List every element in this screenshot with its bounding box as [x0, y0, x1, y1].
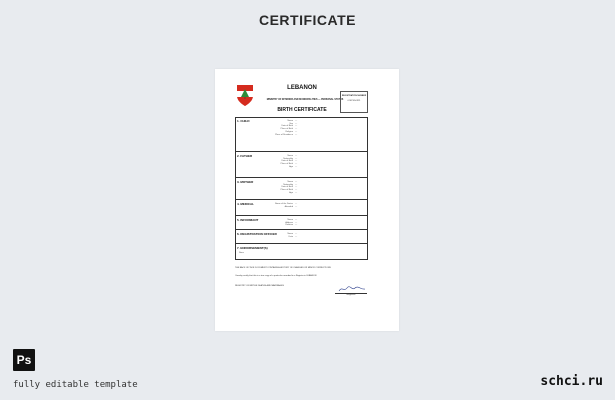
section-row: [273, 236, 297, 239]
certificate-section: [235, 199, 368, 215]
field-value: —: [295, 203, 298, 205]
footer-note: THE BACK OF THIS DOCUMENT CONTAINS A HISTORY OF CHANGES OR MINOR CORRECTIONS: [235, 267, 331, 269]
country-name: LEBANON: [287, 85, 317, 91]
registration-box: [340, 91, 368, 113]
field-value: —: [295, 128, 298, 131]
section-row: [273, 134, 297, 137]
field-value: —: [295, 157, 298, 160]
section-heading: 2. FATHER: [237, 154, 253, 158]
field-value: —: [295, 221, 298, 224]
field-value: —: [295, 122, 298, 125]
field-value: —: [295, 181, 298, 183]
field-value: None: [239, 252, 244, 254]
field-value: —: [295, 160, 298, 163]
certificate-section: [235, 117, 368, 151]
registry-text: REGISTRY OF BIRTHS DEATHS AND MARRIAGES: [235, 285, 284, 287]
signature-icon: [337, 285, 367, 293]
field-label: Name: [287, 155, 293, 157]
section-heading: 1. CHILD: [237, 119, 250, 123]
field-label: Place of Birth: [280, 128, 293, 131]
section-row: [273, 206, 297, 209]
certificate-document: [215, 69, 399, 331]
registration-value: 0 987 654 321: [347, 99, 361, 102]
registration-label: REGISTRATION NUMBER: [341, 95, 367, 97]
field-value: —: [295, 130, 298, 133]
field-value: —: [295, 219, 298, 221]
section-heading: 4. MEDICAL: [237, 202, 255, 206]
field-value: —: [295, 155, 298, 157]
section-heading: 6. REGISTRATION OFFICER: [237, 232, 277, 236]
section-row: [237, 252, 244, 255]
field-label: Name of the Doctor: [274, 203, 293, 205]
field-label: Name: [287, 219, 293, 221]
field-label: Place of Birth: [280, 189, 293, 192]
field-value: —: [295, 191, 298, 194]
field-label: Place of Birth: [280, 163, 293, 166]
certificate-section: [235, 229, 368, 243]
photoshop-icon: Ps: [13, 349, 35, 371]
certificate-section: [235, 177, 368, 199]
field-value: —: [295, 235, 298, 238]
field-label: Nationality: [283, 157, 293, 160]
field-label: Date of Birth: [281, 125, 293, 128]
section-heading: 5. INFORMANT: [237, 218, 259, 222]
field-value: —: [295, 120, 298, 122]
field-label: Name: [287, 181, 293, 183]
field-value: —: [295, 205, 298, 208]
section-heading: 3. MOTHER: [237, 180, 254, 184]
field-label: Address: [285, 221, 293, 224]
field-value: —: [295, 224, 298, 227]
field-value: —: [295, 189, 298, 192]
field-label: Sex: [289, 122, 293, 125]
section-row: [273, 192, 297, 195]
field-label: Nationality: [283, 183, 293, 186]
field-value: —: [295, 165, 298, 168]
field-value: —: [295, 133, 298, 136]
certificate-section: [235, 215, 368, 229]
field-label: Date of Birth: [281, 186, 293, 189]
field-label: Age: [289, 191, 293, 194]
field-value: —: [295, 186, 298, 189]
page-title: CERTIFICATE: [258, 12, 356, 28]
section-row: [273, 221, 298, 227]
certificate-section: [235, 151, 368, 177]
cedar-shield-emblem: [235, 83, 255, 107]
field-label: Attended: [284, 205, 293, 208]
ministry-line: MINISTRY OF INTERIOR AND MUNICIPALITIES — PERSONAL STATUS: [266, 99, 344, 101]
field-label: Name: [287, 233, 293, 235]
certify-text: I hereby certify that this is a true copy of a particular recorded in a Register in LEBANON: [235, 275, 317, 277]
section-row: [273, 166, 297, 169]
section-heading: 7. ENDORSEMENT(S): [237, 246, 268, 250]
template-caption: fully editable template: [13, 380, 138, 390]
field-value: —: [295, 163, 298, 166]
certificate-section: [235, 243, 368, 260]
field-label: Relation: [285, 224, 293, 227]
field-value: —: [295, 233, 298, 235]
brand-label: schci.ru: [540, 374, 603, 389]
signature-label: Registrar: [346, 294, 356, 296]
field-value: —: [295, 125, 298, 128]
field-label: Religion: [285, 130, 293, 133]
field-label: Date of Birth: [281, 160, 293, 163]
field-value: —: [295, 183, 298, 186]
field-label: Name: [287, 120, 293, 122]
field-label: Age: [289, 165, 293, 168]
field-label: Date: [288, 235, 293, 238]
field-label: Place of Residence: [275, 133, 293, 136]
certificate-title: BIRTH CERTIFICATE: [277, 107, 327, 113]
